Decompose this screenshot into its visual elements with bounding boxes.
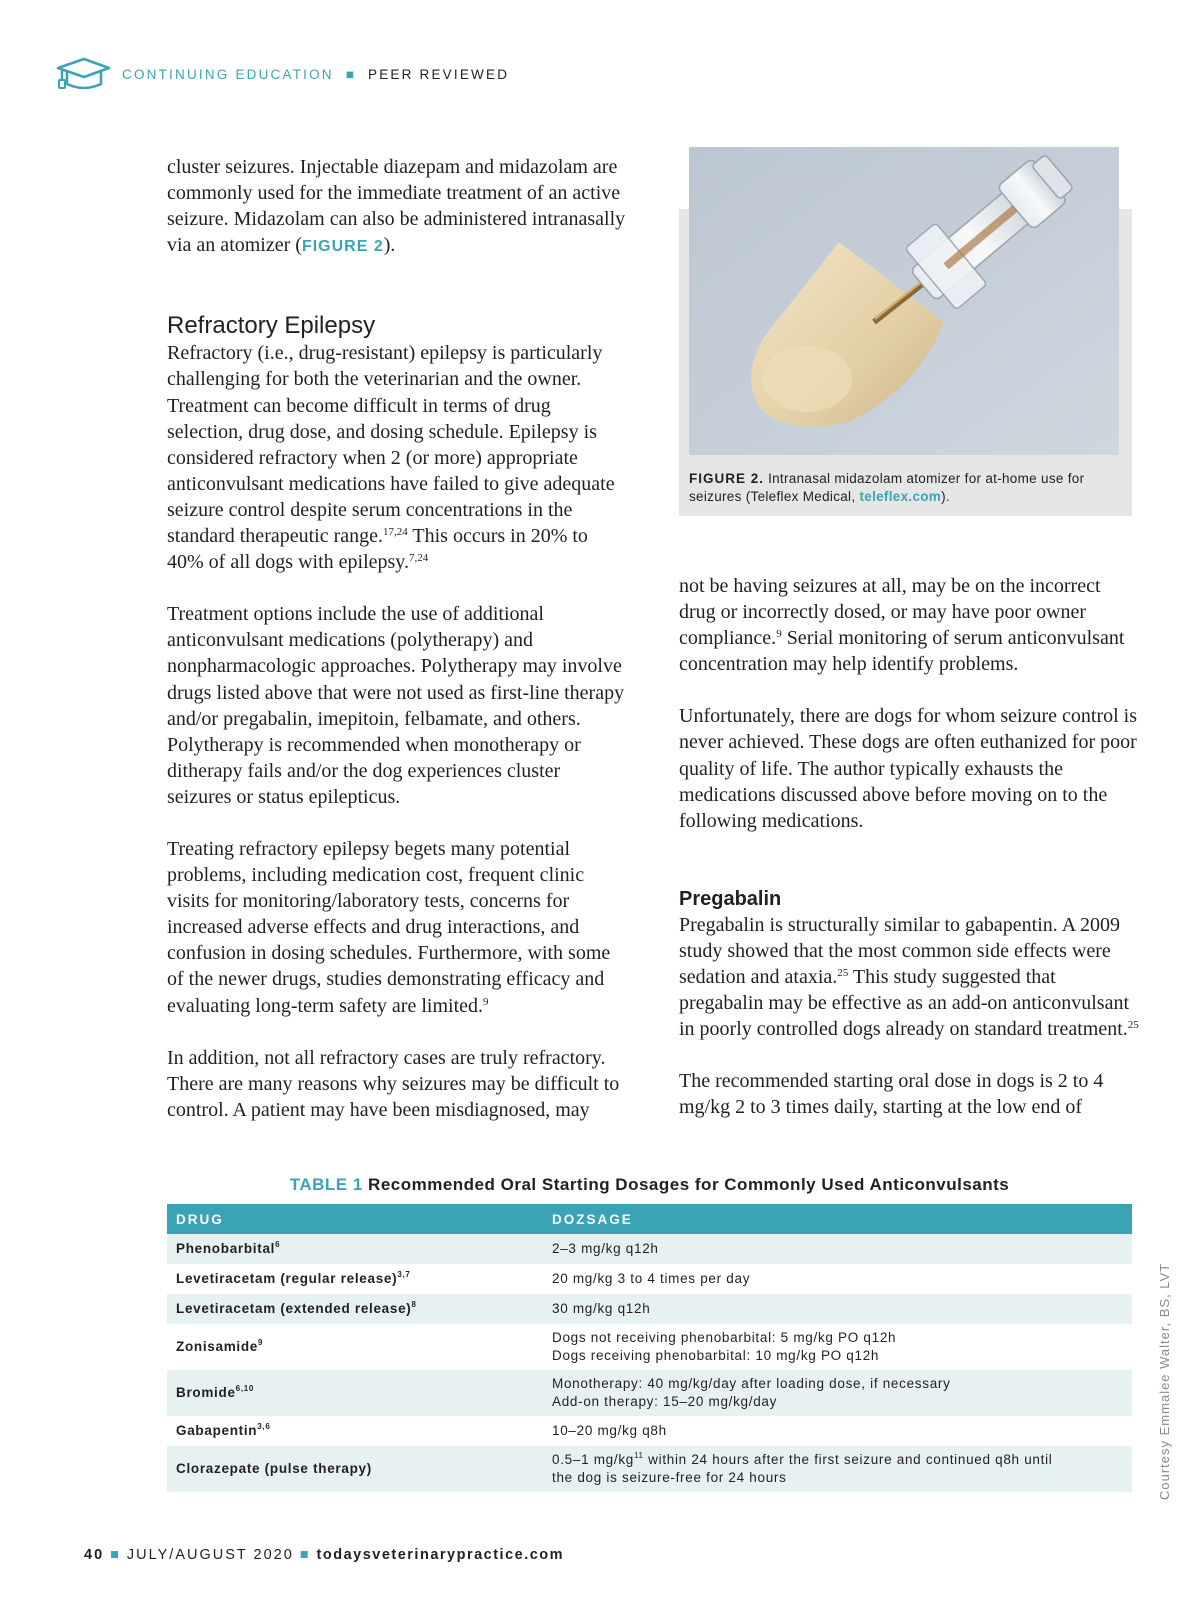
teleflex-link[interactable]: teleflex.com <box>859 489 942 504</box>
paragraph-pregabalin: Pregabalin is structurally similar to gabapentin. A 2009 study showed that the most common side effects were sedation and ataxia.$^{25}$ This study suggested that pregabalin may be effective as an add-on anticonvulsant in poorly controlled dogs already on standard treatment.$^{25}$ <box>679 913 1139 1041</box>
header-section: CONTINUING EDUCATION <box>122 66 334 82</box>
reference-superscript: 25 <box>837 967 849 980</box>
figure-label: FIGURE 2. <box>689 471 765 486</box>
dosage-table <box>167 1204 1132 1492</box>
running-header <box>54 54 509 94</box>
heading-pregabalin: Pregabalin <box>679 887 782 910</box>
table-header-row <box>167 1204 1132 1234</box>
table-title: TABLE 1 Recommended Oral Starting Dosages for Commonly Used Anticonvulsants <box>289 1175 1010 1194</box>
table-row: Levetiracetam (regular release)$^{3,7}$ 20 mg/kg 3 to 4 times per day <box>176 1270 751 1286</box>
photo-credit: Courtesy Emmalee Walter, BS, LVT <box>1157 1262 1172 1500</box>
right-column <box>679 573 1139 1121</box>
table-row: Phenobarbital$^6$ 2–3 mg/kg q12h <box>167 1234 1132 1264</box>
footer-separator: ■ <box>299 1547 311 1563</box>
reference-superscript: 9 <box>483 995 489 1008</box>
left-column <box>167 154 627 1123</box>
heading-refractory-epilepsy: Refractory Epilepsy <box>167 312 376 340</box>
header-separator: ■ <box>345 66 357 82</box>
page-number: 40 <box>84 1547 105 1563</box>
column-header-dosage: DOZSAGE <box>543 1204 1132 1234</box>
table-row: Bromide$^{6,10}$ Monotherapy: 40 mg/kg/day after loading dose, if necessary Add-on therapy: 15–20 mg/kg/day <box>167 1370 1132 1416</box>
page-footer <box>84 1547 564 1563</box>
reference-superscript: 25 <box>1127 1019 1139 1032</box>
issue-date: JULY/AUGUST 2020 <box>126 1547 294 1563</box>
column-header-drug: DRUG <box>167 1204 543 1234</box>
paragraph-in-addition: In addition, not all refractory cases are truly refractory. There are many reasons why seizures may be difficult to control. A patient may have been misdiagnosed, may <box>167 1046 620 1121</box>
graduation-cap-icon <box>54 54 112 94</box>
table-row: Gabapentin$^{3,6}$ 10–20 mg/kg q8h <box>176 1422 667 1438</box>
paragraph-problems: Treating refractory epilepsy begets many potential problems, including medication cost, frequent clinic visits for monitoring/laboratory tests, concerns for increased adverse effects and drug interactions, and confusion in dosing schedules. Furthermore, with some of the newer drugs, studies demonstrating efficacy and evaluating long-term safety are limited.$^9$ <box>167 837 611 1017</box>
figure-2-link[interactable]: FIGURE 2 <box>301 238 384 256</box>
reference-superscript: 9 <box>776 628 782 641</box>
paragraph-treatment-options: Treatment options include the use of additional anticonvulsant medications (polytherapy) and nonpharmacologic approaches. Polytherapy may involve drugs listed above that were not used as first-line therapy and/or pregabalin, imepitoin, felbamate, and others. Polytherapy is recommended when monotherapy or ditherapy fails and/or the dog experiences cluster seizures or status epilepticus. <box>167 603 625 808</box>
table-label: TABLE 1 <box>289 1175 363 1194</box>
table-row: Clorazepate (pulse therapy) 0.5–1 $mg/kg^{11}$ within 24 hours after the first seizure and continued q8h until the dog is seizure-free for 24 hours <box>167 1446 1132 1492</box>
figure-2-caption: FIGURE 2. Intranasal midazolam atomizer for at-home use for seizures (Teleflex Medical, teleflex.com). <box>689 471 1085 504</box>
reference-superscript: 17,24 <box>383 526 408 539</box>
table-row: Zonisamide$^9$ Dogs not receiving phenobarbital: 5 mg/kg PO q12h Dogs receiving phenobarbital: 10 mg/kg PO q12h <box>176 1330 897 1363</box>
website-link[interactable]: todaysveterinarypractice.com <box>316 1547 565 1563</box>
paragraph-recommended-dose: The recommended starting oral dose in dogs is 2 to 4 mg/kg 2 to 3 times daily, starting at the low end of <box>679 1070 1104 1119</box>
paragraph-unfortunately: Unfortunately, there are dogs for whom seizure control is never achieved. These dogs are often euthanized for poor quality of life. The author typically exhausts the medications discussed above before moving on to the following medications. <box>679 705 1137 832</box>
paragraph-continued: not be having seizures at all, may be on the incorrect drug or incorrectly dosed, or may have poor owner compliance.$^9$ Serial monitoring of serum anticonvulsant concentration may help identify problems. <box>679 575 1125 676</box>
figure-2-photo <box>689 147 1119 455</box>
paragraph-intro: cluster seizures. Injectable diazepam and midazolam are commonly used for the immediate treatment of an active seizure. Midazolam can also be administered intranasally via an atomizer (FIGURE 2). <box>167 156 626 257</box>
footer-separator: ■ <box>110 1547 121 1563</box>
table-row: Levetiracetam (extended release)$^8$ 30 mg/kg q12h <box>167 1294 1132 1324</box>
paragraph-refractory: Refractory (i.e., drug-resistant) epilepsy is particularly challenging for both the veterinarian and the owner. Treatment can become difficult in terms of drug selection, drug dose, and dosing schedule. Epilepsy is considered refractory when 2 (or more) appropriate anticonvulsant medications have failed to give adequate seizure control despite serum concentrations in the standard therapeutic range.$^{17,24}$ This occurs in 20% to 40% of all dogs with epilepsy.$^{7,24}$ <box>167 342 615 574</box>
reference-superscript: 7,24 <box>409 552 429 565</box>
atomizer-photo-illustration <box>689 147 1119 455</box>
header-tag: PEER REVIEWED <box>368 66 510 82</box>
